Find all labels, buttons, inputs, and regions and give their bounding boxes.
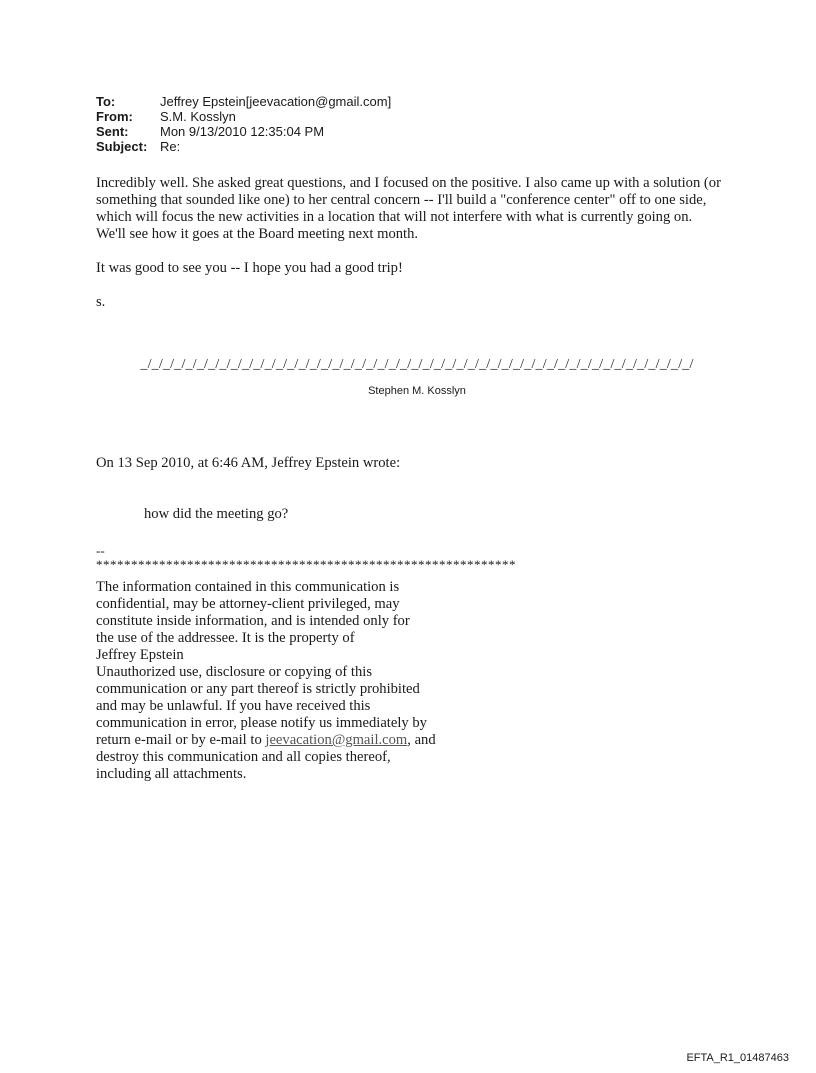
sent-row — [96, 124, 391, 139]
disclaimer — [96, 579, 476, 783]
body-paragraph: It was good to see you -- I hope you had a good trip! — [96, 260, 403, 276]
document-id: EFTA_R1_01487463 — [686, 1052, 789, 1064]
from-value: S.M. Kosslyn — [160, 109, 236, 124]
body-signoff: s. — [96, 294, 106, 310]
stars-divider: ************************************************************ — [96, 557, 516, 572]
to-label: To: — [96, 94, 116, 109]
to-row — [96, 94, 391, 109]
disclaimer-line: The information contained in this communication is — [96, 579, 400, 595]
from-row — [96, 109, 391, 124]
disclaimer-line: Unauthorized use, disclosure or copying of this — [96, 664, 373, 680]
disclaimer-line: destroy this communication and all copies thereof, — [96, 749, 391, 765]
subject-value: Re: — [160, 139, 181, 154]
signature-name: Stephen M. Kosslyn — [368, 385, 466, 397]
email-link[interactable]: jeevacation@gmail.com — [265, 732, 408, 748]
disclaimer-text: , and — [407, 732, 436, 748]
subject-label: Subject: — [96, 139, 148, 154]
body-paragraph: We'll see how it goes at the Board meeting next month. — [96, 226, 419, 242]
signature-separator: -- — [96, 543, 105, 558]
email-header — [96, 94, 391, 154]
disclaimer-line: including all attachments. — [96, 766, 247, 782]
body-paragraph: Incredibly well. She asked great questions, and I focused on the positive. I also came up with a solution (or something that sounded like one) to her central concern -- I'll build a "conference center" off to one side, which will focus the new activities in a location that will not interfere with what is currently going on. — [96, 175, 721, 225]
disclaimer-line: and may be unlawful. If you have received this — [96, 698, 371, 714]
signature-divider: _/_/_/_/_/_/_/_/_/_/_/_/_/_/_/_/_/_/_/_/_/_/_/_/_/_/_/_/_/_/_/_/_/_/_/_/_/_/_/_/_/_/_/_/_/_/_/_/_/ — [140, 357, 694, 372]
disclaimer-line: communication or any part thereof is strictly prohibited — [96, 681, 420, 697]
disclaimer-line: Jeffrey Epstein — [96, 647, 184, 663]
disclaimer-line: the use of the addressee. It is the property of — [96, 630, 355, 646]
email-body — [96, 175, 736, 311]
sent-value: Mon 9/13/2010 12:35:04 PM — [160, 124, 325, 139]
disclaimer-line: confidential, may be attorney-client privileged, may — [96, 596, 400, 612]
quote-intro: On 13 Sep 2010, at 6:46 AM, Jeffrey Epstein wrote: — [96, 455, 401, 471]
disclaimer-line: communication in error, please notify us immediately by — [96, 715, 427, 731]
from-label: From: — [96, 109, 133, 124]
to-value: Jeffrey Epstein[jeevacation@gmail.com] — [160, 94, 392, 109]
disclaimer-line: constitute inside information, and is intended only for — [96, 613, 410, 629]
disclaimer-line — [96, 732, 476, 749]
sent-label: Sent: — [96, 124, 129, 139]
disclaimer-text: return e-mail or by e-mail to — [96, 732, 266, 748]
subject-row — [96, 139, 391, 154]
quoted-message: how did the meeting go? — [144, 506, 289, 522]
